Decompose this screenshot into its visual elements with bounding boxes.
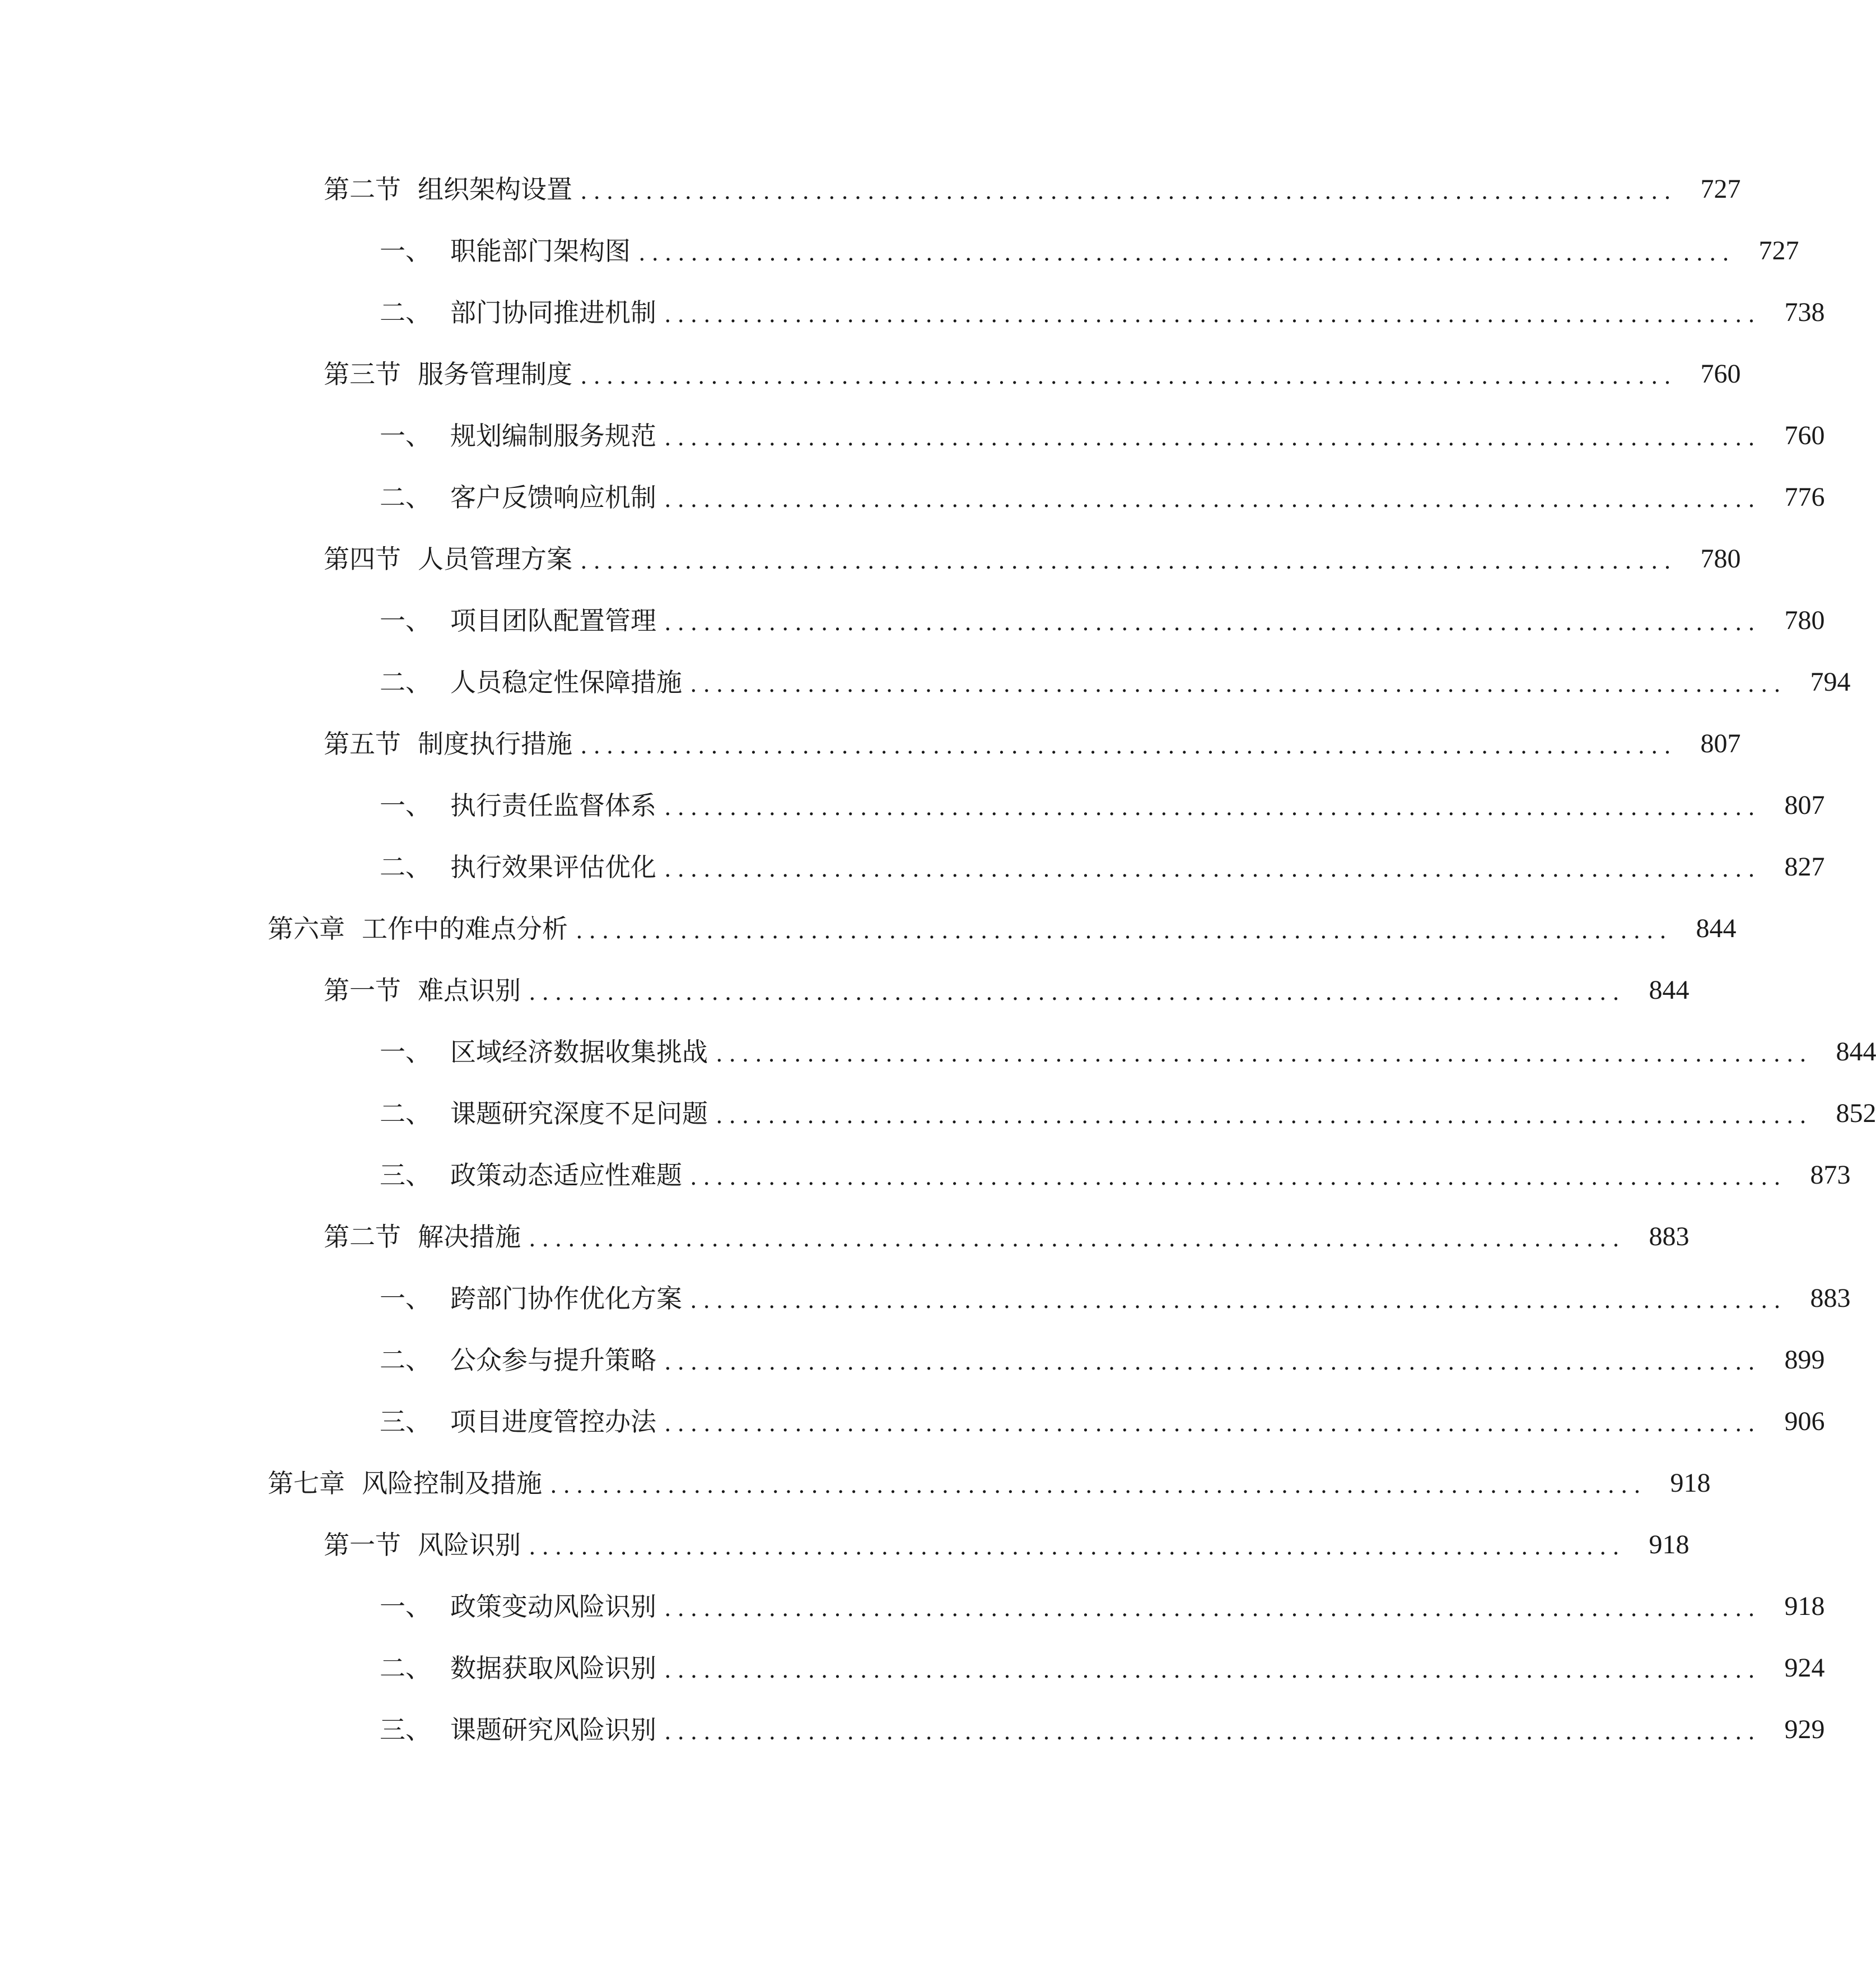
toc-entry-page-number: 844 [1696,914,1737,943]
toc-entry-title: 政策动态适应性难题 [450,1160,682,1190]
toc-entry-page-number: 873 [1810,1160,1851,1190]
toc-entry-prefix: 第一节 [324,1530,401,1560]
toc-entry-prefix: 二、 [380,482,431,513]
toc-entry-title-group [380,669,682,695]
toc-entry-page-number: 760 [1784,421,1825,450]
toc-entry-page-number: 883 [1649,1222,1690,1251]
toc-dot-leader: .................................................................................... [690,1288,1787,1314]
toc-entry-page-number: 807 [1700,729,1741,758]
toc-entry-title: 区域经济数据收集挑战 [450,1037,708,1067]
toc-dot-leader: .................................................................................... [580,733,1677,759]
toc-entry-prefix: 二、 [380,1653,431,1683]
toc-entry-prefix: 第一节 [324,975,401,1005]
toc-entry[interactable] [0,1144,1851,1206]
toc-entry[interactable] [0,282,1825,343]
toc-dot-leader: .................................................................................... [664,425,1761,451]
toc-dot-leader: .................................................................................... [664,795,1761,821]
toc-entry-page-number: 918 [1670,1468,1711,1498]
toc-entry-title-group [324,176,572,202]
toc-entry-title-group [268,916,568,942]
toc-entry-title: 人员稳定性保障措施 [450,667,682,697]
toc-entry[interactable] [0,775,1825,836]
toc-entry-title: 部门协同推进机制 [450,297,656,328]
toc-entry-title-group [380,854,656,880]
toc-entry[interactable] [0,467,1825,528]
toc-entry-title-group [380,1162,682,1188]
toc-entry-prefix: 一、 [380,606,431,636]
toc-entry-page-number: 924 [1784,1653,1825,1683]
toc-entry-title: 数据获取风险识别 [450,1653,656,1683]
toc-entry-title: 政策变动风险识别 [450,1591,656,1622]
toc-entry-title: 执行责任监督体系 [450,790,656,821]
toc-dot-leader: .................................................................................... [690,1165,1787,1190]
toc-entry-page-number: 844 [1836,1037,1876,1067]
toc-entry-prefix: 一、 [380,421,431,451]
toc-entry[interactable] [0,590,1825,651]
toc-entry-title-group [380,1283,682,1314]
toc-dot-leader: .................................................................................... [664,1411,1761,1437]
toc-entry-title: 公众参与提升策略 [450,1345,656,1375]
toc-entry[interactable] [0,1021,1876,1083]
toc-entry-title-group [380,297,656,328]
toc-entry-prefix: 三、 [380,1407,431,1437]
toc-entry-title-group [324,546,572,572]
toc-dot-leader: .................................................................................... [580,179,1677,204]
toc-entry-title-group [268,1470,542,1496]
toc-entry-prefix: 二、 [380,1098,431,1129]
toc-entry-page-number: 883 [1810,1283,1851,1313]
toc-entry[interactable] [0,651,1851,713]
toc-dot-leader: .................................................................................... [716,1103,1813,1129]
toc-dot-leader: .................................................................................... [580,548,1677,574]
toc-entry-title-group [324,977,521,1003]
toc-entry-title: 课题研究风险识别 [450,1715,656,1745]
toc-entry-title-group [324,731,572,757]
toc-entry[interactable] [0,1206,1690,1268]
toc-entry-prefix: 二、 [380,1345,431,1375]
toc-dot-leader: .................................................................................... [664,1719,1761,1745]
toc-entry[interactable] [0,220,1799,282]
toc-entry-page-number: 827 [1784,852,1825,882]
toc-entry-title: 跨部门协作优化方案 [450,1283,682,1314]
toc-entry-page-number: 918 [1649,1530,1690,1559]
toc-entry-page-number: 844 [1649,975,1690,1005]
toc-entry[interactable] [0,1329,1825,1391]
toc-dot-leader: .................................................................................... [580,364,1677,389]
toc-entry-prefix: 第五节 [324,729,401,759]
toc-entry-title-group [380,790,656,821]
toc-entry-title: 人员管理方案 [418,544,572,574]
toc-entry-page-number: 727 [1758,236,1799,266]
toc-entry-title-group [324,1224,521,1250]
toc-entry[interactable] [0,343,1741,405]
toc-entry-page-number: 906 [1784,1407,1825,1436]
toc-entry-title: 风险控制及措施 [362,1468,542,1498]
toc-entry-prefix: 第三节 [324,359,401,389]
toc-entry-prefix: 第二节 [324,1222,401,1252]
toc-entry-title-group [380,1347,656,1373]
toc-entry-title: 规划编制服务规范 [450,421,656,451]
toc-entry-title: 执行效果评估优化 [450,852,656,882]
toc-dot-leader: .................................................................................... [664,610,1761,636]
toc-dot-leader: .................................................................................... [664,302,1761,328]
toc-dot-leader: .................................................................................... [529,1226,1626,1252]
toc-entry-title-group [380,238,631,264]
toc-entry-prefix: 一、 [380,790,431,821]
toc-entry-page-number: 776 [1784,482,1825,512]
toc-entry-title-group [380,423,656,449]
toc-dot-leader: .................................................................................... [638,240,1735,266]
toc-entry[interactable] [0,1514,1690,1576]
toc-entry-title: 服务管理制度 [418,359,572,389]
toc-dot-leader: .................................................................................... [529,980,1626,1005]
toc-entry-prefix: 二、 [380,852,431,882]
toc-entry-title-group [380,1655,656,1681]
toc-entry-title: 课题研究深度不足问题 [450,1098,708,1129]
toc-entry[interactable] [0,528,1741,590]
toc-dot-leader: .................................................................................... [576,918,1673,944]
toc-entry[interactable] [0,1576,1825,1637]
toc-dot-leader: .................................................................................... [664,856,1761,882]
toc-entry-prefix: 一、 [380,1037,431,1067]
toc-entry-page-number: 727 [1700,174,1741,204]
toc-entry-title-group [324,361,572,387]
toc-entry-title-group [380,1098,708,1129]
toc-entry[interactable] [0,898,1737,960]
toc-entry-prefix: 二、 [380,667,431,697]
toc-entry-page-number: 794 [1810,667,1851,697]
toc-entry-prefix: 二、 [380,297,431,328]
toc-entry-title: 客户反馈响应机制 [450,482,656,513]
toc-entry-page-number: 760 [1700,359,1741,389]
table-of-contents [0,159,1876,1761]
toc-entry-title: 项目团队配置管理 [450,606,656,636]
toc-dot-leader: .................................................................................... [664,1657,1761,1683]
toc-dot-leader: .................................................................................... [664,1596,1761,1622]
toc-entry-title: 工作中的难点分析 [362,914,568,944]
toc-entry-title: 难点识别 [418,975,521,1005]
toc-entry-page-number: 929 [1784,1715,1825,1744]
toc-dot-leader: .................................................................................... [550,1473,1647,1498]
toc-entry-page-number: 899 [1784,1345,1825,1375]
toc-entry-title: 组织架构设置 [418,174,572,204]
toc-entry-prefix: 第二节 [324,174,401,204]
toc-entry-title: 制度执行措施 [418,729,572,759]
toc-dot-leader: .................................................................................... [529,1534,1626,1560]
toc-entry[interactable] [0,159,1741,220]
toc-entry-prefix: 三、 [380,1160,431,1190]
toc-entry-page-number: 780 [1784,606,1825,635]
toc-entry-prefix: 第七章 [268,1468,345,1498]
toc-entry-prefix: 一、 [380,1591,431,1622]
toc-entry[interactable] [0,1391,1825,1452]
toc-entry[interactable] [0,1699,1825,1761]
toc-entry-page-number: 807 [1784,790,1825,820]
toc-entry-title: 项目进度管控办法 [450,1407,656,1437]
toc-entry[interactable] [0,1637,1825,1699]
toc-entry-page-number: 918 [1784,1591,1825,1621]
toc-entry-title-group [380,1717,656,1743]
toc-entry-title-group [380,1039,708,1065]
toc-entry-title: 风险识别 [418,1530,521,1560]
toc-dot-leader: .................................................................................... [690,672,1787,697]
toc-entry[interactable] [0,713,1741,775]
toc-entry[interactable] [0,836,1825,898]
toc-entry-title-group [324,1532,521,1558]
toc-entry-page-number: 738 [1784,297,1825,327]
toc-entry-prefix: 一、 [380,236,431,266]
toc-entry-title-group [380,482,656,513]
toc-entry-page-number: 780 [1700,544,1741,574]
toc-entry[interactable] [0,960,1690,1021]
toc-dot-leader: .................................................................................... [664,487,1761,513]
toc-entry[interactable] [0,1452,1711,1514]
toc-entry[interactable] [0,1268,1851,1329]
toc-dot-leader: .................................................................................... [716,1041,1813,1067]
toc-entry-prefix: 第六章 [268,914,345,944]
toc-entry[interactable] [0,405,1825,467]
toc-entry-page-number: 852 [1836,1098,1876,1128]
toc-entry-title: 职能部门架构图 [450,236,631,266]
toc-entry-title-group [380,1409,656,1435]
toc-dot-leader: .................................................................................... [664,1349,1761,1375]
toc-entry-title-group [380,1591,656,1622]
toc-entry-prefix: 一、 [380,1283,431,1314]
toc-entry-prefix: 第四节 [324,544,401,574]
toc-entry[interactable] [0,1083,1876,1144]
toc-entry-prefix: 三、 [380,1715,431,1745]
toc-entry-title: 解决措施 [418,1222,521,1252]
toc-entry-title-group [380,608,656,634]
